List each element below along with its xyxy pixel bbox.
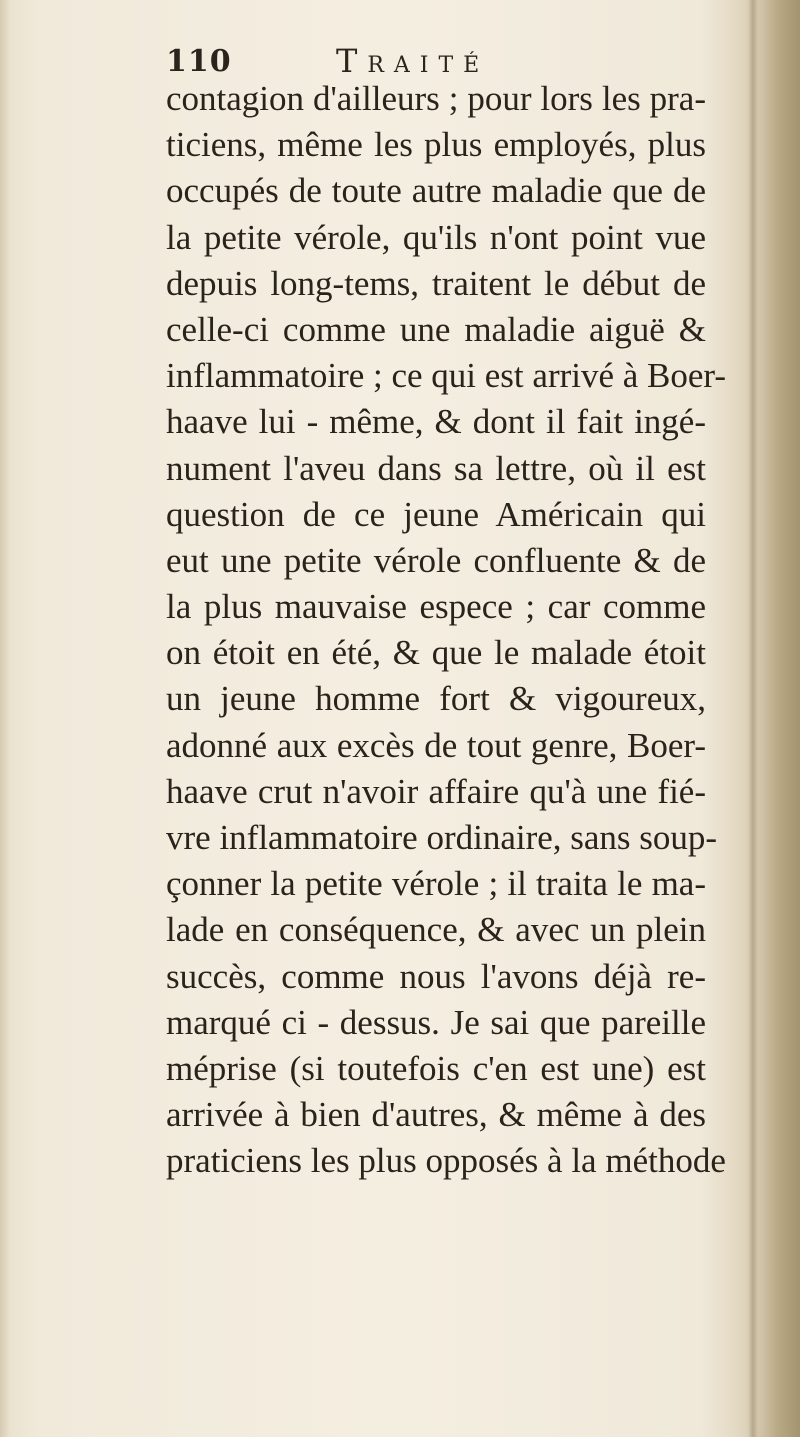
text-line: depuis long-tems, traitent le début de xyxy=(166,263,706,303)
text-line: eut une petite vérole confluente & de xyxy=(166,540,706,580)
text-line: contagion d'ailleurs ; pour lors les pra- xyxy=(166,79,706,118)
text-line: adonné aux excès de tout genre, Boer- xyxy=(166,725,706,765)
text-line: inflammatoire ; ce qui est arrivé à Boer- xyxy=(166,356,727,396)
gutter-shadow xyxy=(748,0,758,1437)
text-line: la plus mauvaise espece ; car comme xyxy=(166,587,706,627)
text-line: un jeune homme fort & vigoureux, xyxy=(166,679,706,719)
text-line: arrivée à bien d'autres, & même à des xyxy=(166,1095,706,1135)
page-number: 110 xyxy=(166,44,232,79)
text-line: ticiens, même les plus employés, plus xyxy=(166,125,706,165)
text-line: vre inflammatoire ordinaire, sans soup- xyxy=(166,818,718,857)
text-line: succès, comme nous l'avons déjà re- xyxy=(166,956,706,996)
text-line: celle-ci comme une maladie aiguë & xyxy=(166,309,706,349)
text-line: lade en conséquence, & avec un plein xyxy=(166,910,706,950)
text-line: marqué ci - dessus. Je sai que pareille xyxy=(166,1002,706,1042)
text-line: praticiens les plus opposés à la méthode xyxy=(166,1141,726,1181)
text-line: nument l'aveu dans sa lettre, où il est xyxy=(166,448,706,488)
text-line: çonner la petite vérole ; il traita le ma- xyxy=(166,864,706,904)
text-line: haave crut n'avoir affaire qu'à une fié- xyxy=(166,771,706,811)
text-line: occupés de toute autre maladie que de xyxy=(166,171,706,211)
text-line: haave lui - même, & dont il fait ingé- xyxy=(166,402,706,442)
page-left-edge xyxy=(0,0,10,1437)
text-line: méprise (si toutefois c'en est une) est xyxy=(166,1048,706,1088)
body-text xyxy=(166,76,726,1185)
running-title: Traité xyxy=(336,42,490,80)
text-line: on étoit en été, & que le malade étoit xyxy=(166,633,706,673)
text-line: question de ce jeune Américain qui xyxy=(166,494,706,534)
text-line: la petite vérole, qu'ils n'ont point vue xyxy=(166,217,706,257)
